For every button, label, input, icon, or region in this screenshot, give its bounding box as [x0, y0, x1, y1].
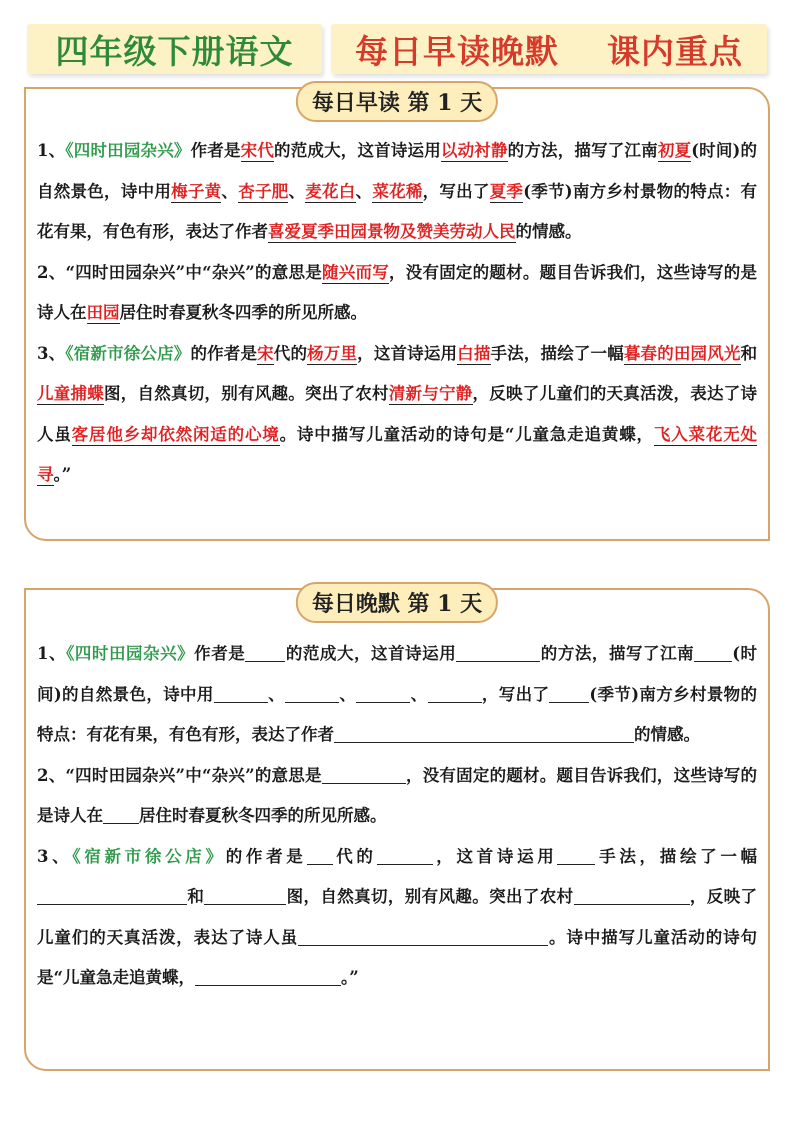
series-subtitle: 课内重点 — [607, 31, 743, 71]
morning-reading-panel — [24, 87, 770, 541]
answer-blank[interactable] — [322, 766, 406, 784]
series-title-banner — [331, 24, 767, 74]
grade-subject-title: 四年级下册语文 — [55, 31, 294, 71]
text: 图，自然真切，别有风趣。突出了农村 — [286, 887, 574, 906]
text: ，写出了 — [481, 684, 550, 704]
answer: 夏季 — [489, 181, 524, 201]
poem-title: 《宿新市徐公店》 — [72, 846, 226, 866]
answer-blank[interactable] — [195, 969, 341, 987]
question-number: 1、 — [37, 644, 67, 663]
evening-dictation-panel — [24, 588, 770, 1071]
text: ，没有固定的题材。题目告诉我们，这些诗写的是诗人在 — [37, 765, 757, 825]
answer-blank[interactable] — [549, 685, 589, 703]
answer-blank[interactable] — [334, 726, 634, 744]
text: ，反映了儿童们的天真活泼，表达了诗人虽 — [37, 384, 757, 444]
answer: 随兴而写 — [322, 262, 389, 282]
evening-text — [37, 634, 757, 999]
text: ，反映了儿童们的天真活泼，表达了诗人虽 — [37, 887, 757, 947]
text: 的情感。 — [515, 222, 582, 241]
answer: 飞入菜花无处寻 — [37, 424, 758, 484]
separator: 、 — [267, 684, 286, 704]
separator: 、 — [355, 181, 373, 201]
evening-badge: 每日晚默 第 1 天 — [296, 582, 498, 623]
answer: 暮春的田园风光 — [623, 343, 741, 363]
text: 。” — [53, 465, 72, 484]
answer: 麦花白 — [305, 181, 356, 201]
text: (时间)的自然景色，诗中用 — [37, 141, 758, 201]
answer: 客居他乡却依然闲适的心境 — [71, 424, 280, 444]
text: 手法，描绘了一幅 — [490, 343, 624, 363]
answer-blank[interactable] — [204, 888, 286, 906]
grade-subject-banner — [27, 24, 322, 74]
morning-question-2 — [37, 253, 757, 334]
answer-blank[interactable] — [298, 928, 548, 946]
answer-blank[interactable] — [377, 847, 433, 865]
text: 居住时春夏秋冬四季的所见所感。 — [119, 303, 367, 322]
answer-blank[interactable] — [356, 685, 410, 703]
text: ，这首诗运用 — [432, 846, 558, 866]
answer-blank[interactable] — [307, 847, 333, 865]
answer-blank[interactable] — [214, 685, 268, 703]
answer-blank[interactable] — [428, 685, 482, 703]
text: 作者是 — [190, 141, 241, 160]
answer-blank[interactable] — [574, 888, 690, 906]
text: (时间)的自然景色，诗中用 — [37, 644, 758, 704]
answer-blank[interactable] — [285, 685, 339, 703]
text: ，没有固定的题材。题目告诉我们，这些诗写的是诗人在 — [37, 262, 758, 322]
question-number: 3、 — [37, 343, 66, 363]
answer-blank[interactable] — [103, 807, 139, 825]
poem-title: 《四时田园杂兴》 — [65, 141, 191, 160]
answer-blank[interactable] — [245, 645, 285, 663]
answer: 杏子肥 — [238, 181, 289, 201]
morning-text — [37, 131, 757, 496]
answer: 梅子黄 — [171, 181, 222, 201]
answer: 宋代 — [240, 141, 275, 160]
text: 2、“四时田园杂兴”中“杂兴”的意思是 — [37, 765, 322, 785]
answer-blank[interactable] — [456, 645, 540, 663]
text: ，写出了 — [422, 181, 490, 201]
evening-question-3 — [37, 837, 757, 999]
answer: 喜爱夏季田园景物及赞美劳动人民 — [268, 222, 516, 241]
answer-blank[interactable] — [37, 888, 187, 906]
answer: 以动衬静 — [440, 141, 508, 160]
text: 的方法，描写了江南 — [507, 141, 658, 160]
text: 的范成大，这首诗运用 — [285, 644, 457, 663]
answer: 清新与宁静 — [388, 384, 473, 403]
answer: 宋 — [257, 343, 274, 363]
text: 手法，描绘了一幅 — [595, 846, 758, 866]
morning-badge: 每日早读 第 1 天 — [296, 81, 498, 122]
answer-blank[interactable] — [557, 847, 595, 865]
separator: 、 — [339, 684, 357, 704]
poem-title: 《四时田园杂兴》 — [66, 644, 195, 663]
text: ，这首诗运用 — [357, 343, 458, 363]
question-number: 3、 — [37, 846, 73, 866]
text: (季节)南方乡村景物的特点：有花有果，有色有形，表达了作者 — [37, 684, 758, 744]
text: 的情感。 — [634, 725, 700, 744]
answer: 田园 — [86, 303, 120, 322]
text: 的作者是 — [190, 343, 258, 363]
poem-title: 《宿新市徐公店》 — [65, 343, 191, 363]
text: 2、“四时田园杂兴”中“杂兴”的意思是 — [37, 262, 322, 282]
text: 居住时春夏秋冬四季的所见所感。 — [139, 806, 387, 825]
text: 作者是 — [194, 644, 246, 663]
series-title: 每日早读晚默 — [355, 31, 559, 71]
answer: 菜花稀 — [372, 181, 423, 201]
text: 。诗中描写儿童活动的诗句是“儿童急走追黄蝶， — [37, 927, 758, 987]
text: 的作者是 — [225, 846, 307, 866]
text: 代的 — [332, 846, 377, 866]
answer: 初夏 — [657, 141, 692, 160]
separator: 、 — [221, 181, 239, 201]
text: 和 — [740, 343, 758, 363]
morning-question-1 — [37, 131, 757, 253]
answer-blank[interactable] — [694, 645, 732, 663]
answer: 儿童捕蝶 — [37, 384, 104, 403]
text: (季节)南方乡村景物的特点：有花有果，有色有形，表达了作者 — [37, 181, 758, 241]
text: 。” — [341, 968, 359, 987]
separator: 、 — [288, 181, 306, 201]
answer: 白描 — [457, 343, 491, 363]
answer: 杨万里 — [307, 343, 358, 363]
text: 。诗中描写儿童活动的诗句是“儿童急走追黄蝶， — [279, 424, 654, 444]
text: 的方法，描写了江南 — [540, 644, 695, 663]
evening-question-2 — [37, 756, 757, 837]
evening-question-1 — [37, 634, 757, 756]
text: 图，自然真切，别有风趣。突出了农村 — [104, 384, 389, 403]
question-number: 1、 — [37, 141, 66, 160]
text: 代的 — [273, 343, 308, 363]
text: 和 — [187, 887, 205, 906]
text: 的范成大，这首诗运用 — [274, 141, 441, 160]
morning-question-3 — [37, 334, 757, 496]
separator: 、 — [410, 684, 428, 704]
